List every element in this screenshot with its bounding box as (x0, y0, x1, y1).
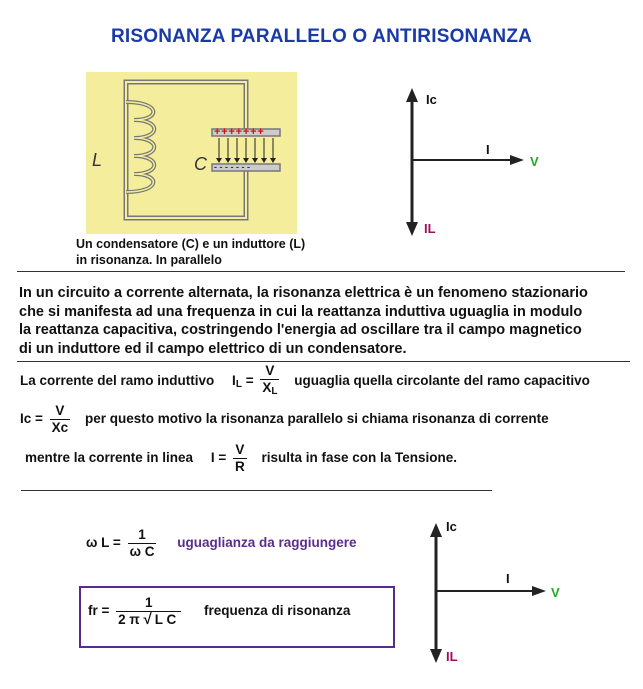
description-paragraph (19, 284, 629, 358)
il-label: IL (446, 649, 458, 664)
caption-line: Un condensatore (C) e un induttore (L) (76, 237, 306, 251)
i-label: I (486, 142, 490, 157)
fr-lhs: fr = (88, 603, 110, 619)
plus-charges: +++++++ (214, 126, 265, 138)
resonance-frequency-formula (88, 596, 350, 627)
paragraph-line: la reattanza capacitiva, costringendo l'energia ad oscillare tra il campo magnetico (19, 322, 582, 338)
caption-line: in risonanza. In parallelo (76, 253, 222, 267)
omega-lhs: ω L = (86, 535, 121, 551)
resonance-condition (86, 528, 357, 559)
il-label: IL (424, 221, 436, 236)
row1-prefix: La corrente del ramo induttivo (20, 373, 215, 389)
lc-circuit-diagram (86, 72, 297, 234)
phasor-diagram-top (380, 80, 560, 250)
capacitor-label: C (194, 154, 207, 174)
row3-prefix: mentre la corrente in linea (25, 450, 194, 466)
row3-suffix: risulta in fase con la Tensione. (261, 450, 458, 466)
inductor-label: L (92, 150, 103, 170)
omega-fraction: $\frac{1}{\text{ω C}}$ (129, 527, 155, 559)
divider (17, 361, 630, 362)
row1-suffix: uguaglia quella circolante del ramo capacitivo (294, 373, 590, 389)
phasor-diagram-bottom (400, 515, 580, 675)
formula-row-ic (20, 404, 549, 435)
v-label: V (530, 154, 539, 169)
i-lhs: I = (210, 450, 227, 466)
paragraph-line: di un induttore ed il campo elettrico di un condensatore. (19, 340, 407, 357)
ic-fraction: $\frac{V}{Xc}$ (51, 403, 69, 435)
circuit-caption (76, 236, 305, 268)
il-fraction: $\frac{V}{X_L}$ (262, 363, 278, 397)
ic-lhs: Ic = (20, 411, 43, 427)
divider (17, 271, 625, 272)
fr-fraction: $\frac{1}{\text{2 π √ L C}}$ (116, 596, 181, 627)
i-fraction: $\frac{V}{R}$ (234, 442, 245, 474)
paragraph-line: che si manifesta ad una frequenza in cui la reattanza induttiva uguaglia in modulo (19, 303, 583, 320)
fr-text: frequenza di risonanza (204, 603, 351, 619)
row2-suffix: per questo motivo la risonanza parallelo si chiama risonanza di corrente (84, 411, 549, 427)
divider (21, 490, 492, 491)
ic-label: Ic (446, 519, 457, 534)
inductor-coil (126, 102, 154, 192)
electric-field-arrows (219, 138, 273, 160)
omega-text: uguaglianza da raggiungere (177, 535, 357, 551)
paragraph-line: In un circuito a corrente alternata, la risonanza elettrica è un fenomeno stazionario (19, 285, 588, 301)
formula-row-il (20, 364, 590, 399)
il-lhs: $I_L$ = (232, 373, 254, 391)
formula-row-i (25, 443, 457, 474)
minus-charges: - - - - - - - (214, 162, 250, 172)
v-label: V (551, 585, 560, 600)
page-title: RISONANZA PARALLELO O ANTIRISONANZA (110, 26, 533, 47)
ic-label: Ic (426, 92, 437, 107)
i-label: I (506, 571, 510, 586)
